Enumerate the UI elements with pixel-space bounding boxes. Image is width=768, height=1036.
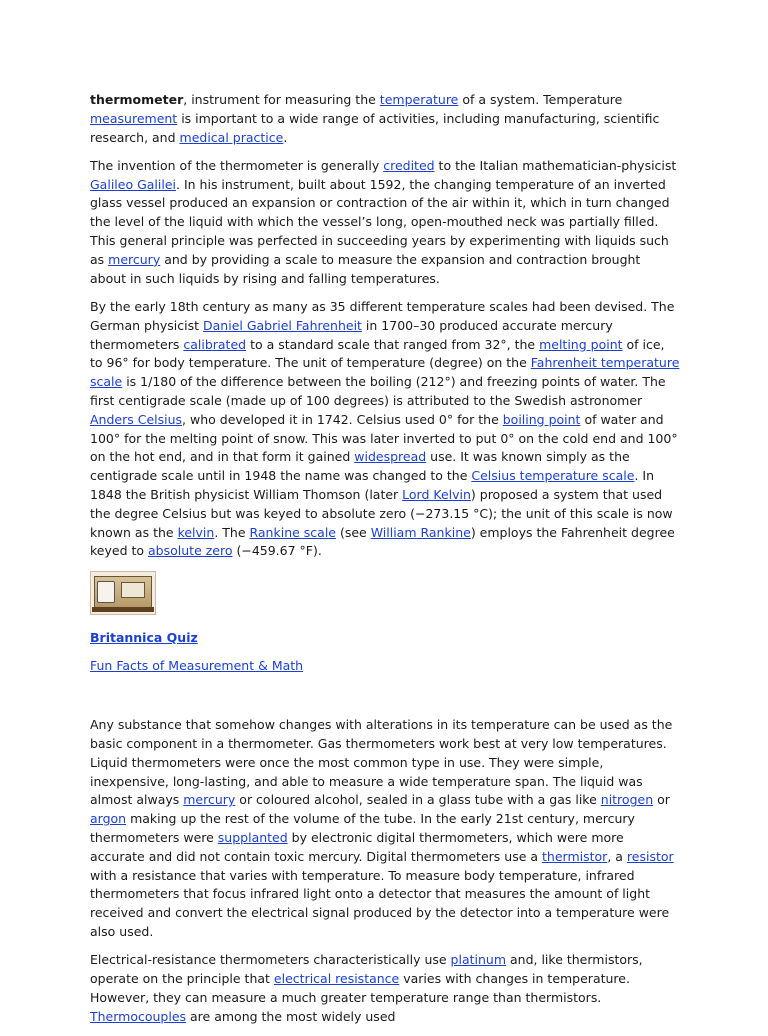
- link-galileo-galilei[interactable]: Galileo Galilei: [90, 176, 177, 192]
- barograph-base: [92, 607, 154, 612]
- link-fahrenheit[interactable]: Daniel Gabriel Fahrenheit: [203, 317, 362, 333]
- link-kelvin[interactable]: kelvin: [177, 524, 215, 540]
- link-anders-celsius[interactable]: Anders Celsius: [90, 411, 183, 427]
- article-body: [90, 91, 680, 1036]
- term-heading: thermometer: [90, 92, 184, 107]
- quiz-thumbnail-image[interactable]: [90, 571, 156, 615]
- paragraph-scales: By the early 18th century as many as 35 different temperature scales had been devised. The German physicist Daniel Gabriel Fahrenheit in 1700–30 produced accurate mercury thermometers calibrated to a standard scale that ranged from 32°, the melting point of ice, to 96° for body temperature. The unit of temperature (degree) on the Fahrenheit temperature scale is 1/180 of the difference between the boiling (212°) and freezing points of water. The first centigrade scale (made up of 100 degrees) is attributed to the Swedish astronomer Anders Celsius, who developed it in 1742. Celsius used 0° for the boiling point of water and 100° for the melting point of snow. This was later inverted to put 0° on the cold end and 100° on the hot end, and in that form it gained widespread use. It was known simply as the centigrade scale until in 1948 the name was changed to the Celsius temperature scale. In 1848 the British physicist William Thomson (later Lord Kelvin) proposed a system that used the degree Celsius but was keyed to absolute zero (−273.15 °C); the unit of this scale is now known as the kelvin. The Rankine scale (see William Rankine) employs the Fahrenheit degree keyed to absolute zero (−459.67 °F).: [90, 298, 680, 559]
- barograph-drum: [97, 581, 115, 603]
- link-absolute-zero[interactable]: absolute zero: [148, 543, 233, 559]
- link-rankine-scale[interactable]: Rankine scale: [249, 524, 336, 540]
- link-fahrenheit-scale[interactable]: Fahrenheit temperature scale: [90, 355, 680, 390]
- link-mercury[interactable]: mercury: [108, 251, 161, 267]
- barograph-mechanism: [121, 582, 145, 598]
- paragraph-intro: thermometer, instrument for measuring the temperature of a system. Temperature measurement is important to a wide range of activities, including manufacturing, scientific research, and medical practice.: [90, 92, 660, 145]
- link-thermocouples[interactable]: Thermocouples: [90, 1008, 187, 1024]
- link-medical-practice[interactable]: medical practice: [179, 129, 284, 145]
- link-supplanted[interactable]: supplanted: [217, 830, 288, 845]
- link-credited[interactable]: credited: [383, 157, 435, 173]
- link-temperature[interactable]: temperature: [379, 92, 459, 107]
- quiz-link-row: [90, 657, 680, 676]
- paragraph-invention: The invention of the thermometer is generally credited to the Italian mathematician-physicist Galileo Galilei. In his instrument, built about 1592, the changing temperature of an inverted glass vessel produced an expansion or contraction of the air within it, which in turn changed the level of the liquid with which the vessel’s long, open-mouthed neck was partially filled. This general principle was perfected in succeeding years by experimenting with liquids such as mercury and by providing a scale to measure the expansion and contraction brought about in such liquids by rising and falling temperatures.: [90, 157, 677, 286]
- link-platinum[interactable]: platinum: [450, 952, 507, 968]
- link-measurement[interactable]: measurement: [90, 110, 178, 126]
- link-calibrated[interactable]: calibrated: [183, 336, 247, 352]
- link-celsius-scale[interactable]: Celsius temperature scale: [471, 468, 635, 484]
- link-nitrogen[interactable]: nitrogen: [600, 792, 654, 808]
- link-lord-kelvin[interactable]: Lord Kelvin: [402, 486, 471, 502]
- link-argon[interactable]: argon: [90, 811, 127, 827]
- link-resistor[interactable]: resistor: [626, 848, 674, 864]
- link-melting-point[interactable]: melting point: [539, 336, 623, 352]
- quiz-title: [90, 629, 680, 648]
- link-widespread[interactable]: widespread: [354, 449, 427, 465]
- link-thermistor[interactable]: thermistor: [542, 848, 608, 864]
- link-boiling-point[interactable]: boiling point: [502, 411, 581, 427]
- link-mercury-2[interactable]: mercury: [183, 792, 236, 808]
- link-william-rankine[interactable]: William Rankine: [370, 524, 471, 540]
- paragraph-resistance: Electrical-resistance thermometers characteristically use platinum and, like thermistors, operate on the principle that electrical resistance varies with changes in temperature. However, they can measure a much greater temperature range than thermistors. Thermocouples are among the most widely used: [90, 952, 643, 1024]
- link-electrical-resistance[interactable]: electrical resistance: [273, 971, 400, 987]
- paragraph-substances: Any substance that somehow changes with alterations in its temperature can be used as the basic component in a thermometer. Gas thermometers work best at very low temperatures. Liquid thermometers were once the most common type in use. They were simple, inexpensive, long-lasting, and able to measure a wide temperature span. The liquid was almost always mercury or coloured alcohol, sealed in a glass tube with a gas like nitrogen or argon making up the rest of the volume of the tube. In the early 21st century, mercury thermometers were supplanted by electronic digital thermometers, which were more accurate and did not contain toxic mercury. Digital thermometers use a thermistor, a resistor with a resistance that varies with temperature. To measure body temperature, infrared thermometers that focus infrared light onto a detector that measures the amount of light received and convert the electrical signal produced by the detector into a temperature were also used.: [90, 717, 674, 939]
- britannica-quiz-link[interactable]: Britannica Quiz: [90, 629, 198, 645]
- fun-facts-quiz-link[interactable]: Fun Facts of Measurement & Math: [90, 658, 304, 674]
